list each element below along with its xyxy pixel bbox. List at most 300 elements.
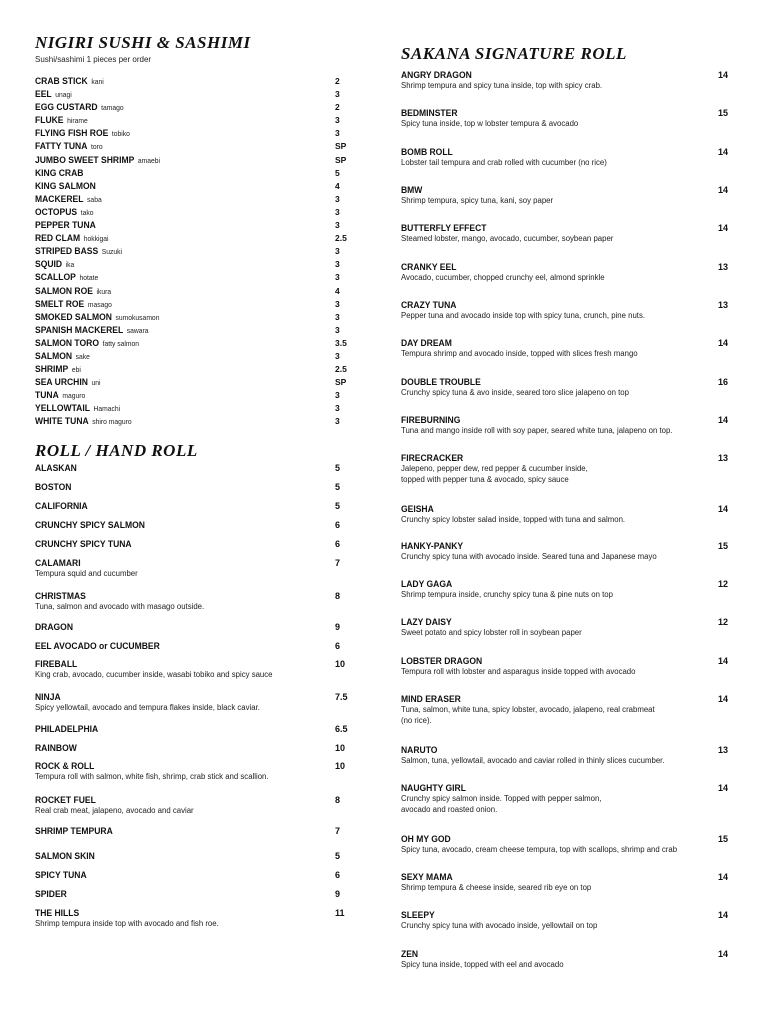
roll-item-description: Tempura squid and cucumber xyxy=(35,569,138,578)
roll-item-price: 5 xyxy=(335,463,341,473)
signature-item-name: SEXY MAMA xyxy=(401,872,453,883)
menu-item-name-group xyxy=(35,335,151,350)
signature-item-name: ZEN xyxy=(401,949,419,960)
menu-item-name: CRAB STICK kani xyxy=(35,76,104,87)
signature-menu-item xyxy=(401,910,728,932)
signature-item-description: Pepper tuna and avocado inside top with spicy tuna, crunch, pine nuts. xyxy=(401,311,646,320)
rolls-section-title: ROLL / HAND ROLL xyxy=(35,441,198,460)
roll-item-price: 6 xyxy=(335,539,341,549)
menu-item-name: PEPPER TUNA xyxy=(35,220,96,232)
signature-item-head xyxy=(401,617,728,628)
menu-item-price: 3 xyxy=(335,390,340,401)
menu-item-price: 3 xyxy=(335,89,340,100)
signature-item-description: Tempura roll with lobster and asparagus inside topped with avocado xyxy=(401,667,636,676)
menu-item-row xyxy=(35,269,355,282)
menu-item-name: STRIPED BASS Suzuki xyxy=(35,246,123,258)
menu-item-name: SALMON sake xyxy=(35,350,90,362)
signature-item-description: Lobster tail tempura and crab rolled with cucumber (no rice) xyxy=(401,158,607,167)
roll-item-description: Tuna, salmon and avocado with masago outside. xyxy=(35,602,205,611)
signature-menu-item xyxy=(401,694,728,726)
signature-item-name: LADY GAGA xyxy=(401,579,453,590)
menu-item-row xyxy=(35,125,355,138)
signature-menu-item xyxy=(401,377,728,399)
roll-item-price: 9 xyxy=(335,622,341,632)
menu-item-japanese-name: masago xyxy=(87,299,112,309)
signature-item-description-line2: avocado and roasted onion. xyxy=(401,804,498,814)
roll-menu-item xyxy=(35,482,355,493)
menu-item-japanese-name: ebi xyxy=(71,365,81,375)
menu-item-name-group xyxy=(35,283,120,298)
signature-menu-item xyxy=(401,185,728,207)
menu-item-japanese-name: tako xyxy=(80,207,94,217)
signature-item-description: Crunchy spicy lobster salad inside, topped with tuna and salmon. xyxy=(401,515,626,524)
menu-item-price: 3 xyxy=(335,403,340,414)
signature-item-description: Avocado, cucumber, chopped crunchy eel, almond sprinkle xyxy=(401,273,605,282)
menu-item-name-group xyxy=(35,387,91,402)
signature-menu-item xyxy=(401,108,728,130)
roll-item-name: CALAMARI xyxy=(35,558,81,569)
signature-item-name: FIREBURNING xyxy=(401,415,461,426)
roll-item-head xyxy=(35,591,355,602)
menu-item-japanese-name: ika xyxy=(65,260,75,270)
menu-item-japanese-name: ikura xyxy=(96,286,112,296)
signature-item-name: NARUTO xyxy=(401,745,438,756)
roll-item-name: ROCK & ROLL xyxy=(35,761,95,772)
menu-item-price: 3 xyxy=(335,416,340,427)
roll-item-price: 7 xyxy=(335,558,341,568)
signature-item-description: Tempura shrimp and avocado inside, topped with slices fresh mango xyxy=(401,349,638,358)
roll-menu-item xyxy=(35,591,355,613)
menu-item-row xyxy=(35,165,355,178)
menu-item-name-group xyxy=(35,348,96,363)
menu-item-row xyxy=(35,73,355,86)
roll-item-price: 8 xyxy=(335,591,341,601)
roll-menu-item xyxy=(35,908,355,930)
menu-item-japanese-name: tobiko xyxy=(111,129,130,139)
roll-item-head xyxy=(35,870,355,881)
signature-item-description: Steamed lobster, mango, avocado, cucumber, soybean paper xyxy=(401,234,614,243)
signature-item-price: 14 xyxy=(717,656,728,666)
menu-item-row xyxy=(35,387,355,400)
roll-menu-item xyxy=(35,558,355,580)
menu-item-name-group xyxy=(35,138,110,153)
roll-menu-item xyxy=(35,724,355,735)
signature-item-head xyxy=(401,338,728,349)
menu-item-name-group xyxy=(35,322,161,337)
menu-item-name: YELLOWTAIL Hamachi xyxy=(35,403,121,415)
menu-item-name-group xyxy=(35,296,120,311)
menu-item-price: 3 xyxy=(335,193,340,204)
roll-menu-item xyxy=(35,622,355,633)
signature-item-price: 14 xyxy=(717,70,728,80)
roll-item-head xyxy=(35,482,355,493)
roll-item-description: King crab, avocado, cucumber inside, wasabi tobiko and spicy sauce xyxy=(35,670,273,679)
roll-menu-item xyxy=(35,851,355,862)
signature-item-name: DAY DREAM xyxy=(401,338,452,349)
menu-item-name-group xyxy=(35,256,79,271)
nigiri-section-subtitle: Sushi/sashimi 1 pieces per order xyxy=(35,55,152,64)
signature-menu-item xyxy=(401,541,728,563)
menu-item-name: TUNA maguro xyxy=(35,390,86,402)
menu-item-name-group xyxy=(35,191,109,206)
signature-section-title: SAKANA SIGNATURE ROLL xyxy=(401,44,627,63)
roll-item-head xyxy=(35,889,355,900)
menu-item-name-group xyxy=(35,99,134,114)
roll-menu-item xyxy=(35,743,355,754)
menu-item-name-group xyxy=(35,309,173,324)
roll-item-head xyxy=(35,724,355,735)
menu-item-price: 3 xyxy=(335,311,340,322)
signature-item-head xyxy=(401,262,728,273)
roll-item-price: 10 xyxy=(335,761,346,771)
menu-item-japanese-name: tamago xyxy=(101,103,124,113)
menu-item-name-group xyxy=(35,361,86,376)
menu-item-japanese-name: sake xyxy=(75,351,90,361)
signature-item-name: LOBSTER DRAGON xyxy=(401,656,483,667)
signature-item-price: 13 xyxy=(717,262,728,272)
signature-item-price: 14 xyxy=(717,783,728,793)
menu-item-name-group xyxy=(35,230,117,245)
roll-item-name: CALIFORNIA xyxy=(35,501,88,512)
signature-menu-item xyxy=(401,872,728,894)
signature-menu-item xyxy=(401,656,728,678)
signature-item-price: 12 xyxy=(717,579,728,589)
menu-item-name: JUMBO SWEET SHRIMP amaebi xyxy=(35,154,161,166)
roll-menu-item xyxy=(35,826,355,837)
signature-item-description: Sweet potato and spicy lobster roll in soybean paper xyxy=(401,628,582,637)
signature-item-price: 14 xyxy=(717,910,728,920)
roll-item-price: 8 xyxy=(335,795,341,805)
menu-item-name: OCTOPUS tako xyxy=(35,206,94,218)
menu-item-price: 3.5 xyxy=(335,337,347,348)
roll-menu-item xyxy=(35,795,355,817)
signature-item-price: 13 xyxy=(717,300,728,310)
signature-item-description: Tuna, salmon, white tuna, spicy lobster, avocado, jalapeno, real crabmeat xyxy=(401,705,655,714)
menu-item-row xyxy=(35,322,355,335)
menu-item-name-group xyxy=(35,112,94,127)
roll-item-name: BOSTON xyxy=(35,482,72,493)
roll-menu-item xyxy=(35,692,355,714)
signature-item-description-line2: (no rice). xyxy=(401,715,432,725)
menu-item-row xyxy=(35,296,355,309)
roll-menu-item xyxy=(35,641,355,652)
signature-item-description: Shrimp tempura inside, crunchy spicy tuna & pine nuts on top xyxy=(401,590,613,599)
roll-item-name: SPICY TUNA xyxy=(35,870,87,881)
signature-item-description: Spicy tuna inside, top w lobster tempura & avocado xyxy=(401,119,579,128)
signature-item-description: Spicy tuna, avocado, cream cheese tempura, top with scallops, shrimp and crab xyxy=(401,845,678,854)
menu-item-price: SP xyxy=(335,377,347,388)
roll-item-head xyxy=(35,539,355,550)
roll-item-name: PHILADELPHIA xyxy=(35,724,99,735)
menu-item-japanese-name: Hamachi xyxy=(93,404,121,414)
menu-item-japanese-name: toro xyxy=(91,142,103,152)
roll-item-head xyxy=(35,558,355,569)
signature-item-name: ANGRY DRAGON xyxy=(401,70,472,81)
signature-item-name: MIND ERASER xyxy=(401,694,461,705)
roll-item-name: SHRIMP TEMPURA xyxy=(35,826,113,837)
roll-item-head xyxy=(35,463,355,474)
menu-item-name-group xyxy=(35,374,108,389)
menu-item-name-group xyxy=(35,413,142,428)
menu-item-row xyxy=(35,178,355,191)
menu-item-name: SMELT ROE masago xyxy=(35,298,112,310)
signature-item-name: HANKY-PANKY xyxy=(401,541,464,552)
menu-item-japanese-name: amaebi xyxy=(137,155,161,165)
roll-menu-item xyxy=(35,870,355,881)
signature-menu-item xyxy=(401,949,728,971)
signature-item-name: BOMB ROLL xyxy=(401,147,453,158)
menu-item-name: KING CRAB xyxy=(35,167,84,179)
menu-item-row xyxy=(35,413,355,426)
menu-item-japanese-name: sumokusamon xyxy=(115,312,160,322)
menu-item-price: 3 xyxy=(335,220,340,231)
signature-item-head xyxy=(401,872,728,883)
roll-item-head xyxy=(35,622,355,633)
roll-item-head xyxy=(35,520,355,531)
roll-item-description: Shrimp tempura inside top with avocado and fish roe. xyxy=(35,919,219,928)
roll-menu-item xyxy=(35,501,355,512)
menu-item-name-group xyxy=(35,165,89,180)
signature-item-head xyxy=(401,185,728,196)
signature-item-name: CRAZY TUNA xyxy=(401,300,457,311)
roll-item-name: SALMON SKIN xyxy=(35,851,95,862)
signature-menu-item xyxy=(401,338,728,360)
signature-item-head xyxy=(401,541,728,552)
signature-item-name: BMW xyxy=(401,185,423,196)
menu-item-price: 3 xyxy=(335,324,340,335)
signature-menu-item xyxy=(401,262,728,284)
menu-item-name: EEL unagi xyxy=(35,89,72,101)
menu-item-row xyxy=(35,204,355,217)
nigiri-list xyxy=(35,73,355,427)
signature-item-name: LAZY DAISY xyxy=(401,617,452,628)
menu-item-price: 5 xyxy=(335,167,340,178)
signature-item-head xyxy=(401,745,728,756)
signature-menu-item xyxy=(401,745,728,767)
signature-item-head xyxy=(401,783,728,794)
roll-item-price: 10 xyxy=(335,659,346,669)
roll-item-name: DRAGON xyxy=(35,622,74,633)
signature-item-description-line2: topped with pepper tuna & avocado, spicy sauce xyxy=(401,474,569,484)
menu-item-name: SMOKED SALMON sumokusamon xyxy=(35,311,160,323)
menu-item-price: 3 xyxy=(335,298,340,309)
menu-item-japanese-name: hotate xyxy=(79,273,99,283)
menu-item-name: RED CLAM hokkigai xyxy=(35,233,109,245)
menu-item-row xyxy=(35,335,355,348)
signature-menu-item xyxy=(401,579,728,601)
signature-item-name: OH MY GOD xyxy=(401,834,451,845)
menu-item-name-group xyxy=(35,86,76,101)
roll-menu-item xyxy=(35,659,355,681)
roll-item-price: 6 xyxy=(335,641,341,651)
signature-item-head xyxy=(401,300,728,311)
signature-item-name: FIRECRACKER xyxy=(401,453,464,464)
roll-item-head xyxy=(35,761,355,772)
menu-item-name-group xyxy=(35,217,103,232)
menu-item-name: SEA URCHIN uni xyxy=(35,377,101,389)
signature-item-head xyxy=(401,834,728,845)
signature-menu-item xyxy=(401,504,728,526)
menu-item-row xyxy=(35,243,355,256)
roll-item-description: Tempura roll with salmon, white fish, shrimp, crab stick and scallion. xyxy=(35,772,269,781)
signature-item-price: 14 xyxy=(717,185,728,195)
roll-item-price: 5 xyxy=(335,482,341,492)
signature-item-head xyxy=(401,910,728,921)
roll-item-price: 5 xyxy=(335,851,341,861)
roll-menu-item xyxy=(35,520,355,531)
menu-item-row xyxy=(35,138,355,151)
signature-item-head xyxy=(401,415,728,426)
roll-item-head xyxy=(35,826,355,837)
signature-menu-item xyxy=(401,223,728,245)
menu-item-japanese-name: fatty salmon xyxy=(102,338,139,348)
menu-item-price: 3 xyxy=(335,350,340,361)
menu-item-row xyxy=(35,348,355,361)
signature-item-name: CRANKY EEL xyxy=(401,262,457,273)
menu-item-name-group xyxy=(35,178,103,193)
roll-item-head xyxy=(35,851,355,862)
menu-item-row xyxy=(35,309,355,322)
menu-item-row xyxy=(35,217,355,230)
signature-item-head xyxy=(401,377,728,388)
menu-item-name: SALMON ROE ikura xyxy=(35,285,112,297)
signature-item-name: DOUBLE TROUBLE xyxy=(401,377,481,388)
menu-item-row xyxy=(35,99,355,112)
signature-item-name: SLEEPY xyxy=(401,910,435,921)
roll-menu-item xyxy=(35,889,355,900)
roll-item-price: 11 xyxy=(335,908,345,918)
signature-menu-item xyxy=(401,70,728,92)
signature-item-head xyxy=(401,147,728,158)
roll-item-price: 6.5 xyxy=(335,724,348,734)
menu-item-row xyxy=(35,283,355,296)
roll-item-price: 9 xyxy=(335,889,341,899)
menu-item-name-group xyxy=(35,269,105,284)
signature-item-price: 16 xyxy=(717,377,728,387)
menu-item-name-group xyxy=(35,243,132,258)
roll-item-head xyxy=(35,692,355,703)
signature-item-name: BUTTERFLY EFFECT xyxy=(401,223,487,234)
menu-item-row xyxy=(35,400,355,413)
menu-item-name: KING SALMON xyxy=(35,180,96,192)
signature-item-price: 14 xyxy=(717,694,728,704)
menu-item-name: SQUID ika xyxy=(35,259,75,271)
menu-item-name: SALMON TORO fatty salmon xyxy=(35,337,139,349)
signature-item-price: 14 xyxy=(717,415,728,425)
menu-item-japanese-name: sawara xyxy=(126,325,149,335)
menu-item-japanese-name: hirame xyxy=(67,116,88,126)
roll-item-name: CHRISTMAS xyxy=(35,591,86,602)
signature-item-description: Crunchy spicy tuna & avo inside, seared toro slice jalapeno on top xyxy=(401,388,629,397)
menu-item-name-group xyxy=(35,125,140,140)
menu-item-price: SP xyxy=(335,141,347,152)
roll-item-name: RAINBOW xyxy=(35,743,77,754)
signature-item-description: Tuna and mango inside roll with soy paper, seared white tuna, jalapeno on top. xyxy=(401,426,673,435)
menu-item-japanese-name: Suzuki xyxy=(101,247,123,257)
roll-item-price: 5 xyxy=(335,501,341,511)
roll-item-name: NINJA xyxy=(35,692,61,703)
signature-menu-item xyxy=(401,415,728,437)
signature-menu-item xyxy=(401,834,728,856)
signature-item-head xyxy=(401,694,728,705)
signature-item-price: 13 xyxy=(717,745,728,755)
signature-item-head xyxy=(401,453,728,464)
signature-item-head xyxy=(401,504,728,515)
signature-item-description: Spicy tuna inside, topped with eel and avocado xyxy=(401,960,564,969)
menu-item-price: 3 xyxy=(335,128,340,139)
roll-item-head xyxy=(35,795,355,806)
roll-item-name: CRUNCHY SPICY TUNA xyxy=(35,539,132,550)
roll-item-description: Spicy yellowtail, avocado and tempura flakes inside, black caviar. xyxy=(35,703,260,712)
menu-item-price: 2.5 xyxy=(335,364,347,375)
signature-item-description: Shrimp tempura and spicy tuna inside, top with spicy crab. xyxy=(401,81,603,90)
menu-item-price: SP xyxy=(335,154,347,165)
roll-menu-item xyxy=(35,539,355,550)
roll-item-price: 6 xyxy=(335,870,341,880)
roll-item-head xyxy=(35,501,355,512)
nigiri-section-title: NIGIRI SUSHI & SASHIMI xyxy=(35,33,251,52)
roll-item-head xyxy=(35,641,355,652)
signature-item-description: Crunchy spicy tuna with avocado inside. Seared tuna and Japanese mayo xyxy=(401,552,657,561)
signature-menu-item xyxy=(401,147,728,169)
signature-item-head xyxy=(401,223,728,234)
signature-item-price: 14 xyxy=(717,504,728,514)
signature-item-price: 15 xyxy=(717,834,728,844)
menu-item-price: 2 xyxy=(335,76,340,86)
menu-item-price: 2.5 xyxy=(335,233,347,244)
menu-item-name-group xyxy=(35,204,100,219)
menu-item-japanese-name: maguro xyxy=(62,391,86,401)
signature-item-price: 15 xyxy=(717,541,728,551)
menu-item-price: 3 xyxy=(335,272,340,283)
menu-item-name: MACKEREL saba xyxy=(35,193,102,205)
menu-item-japanese-name: kani xyxy=(91,77,104,86)
signature-item-head xyxy=(401,108,728,119)
menu-item-price: 4 xyxy=(335,285,340,296)
signature-item-description: Jalepeno, pepper dew, red pepper & cucumber inside, xyxy=(401,464,588,473)
signature-item-name: NAUGHTY GIRL xyxy=(401,783,466,794)
roll-menu-item xyxy=(35,463,355,474)
signature-item-description: Crunchy spicy salmon inside. Topped with pepper salmon, xyxy=(401,794,602,803)
menu-item-row xyxy=(35,191,355,204)
menu-item-price: 3 xyxy=(335,115,340,126)
menu-item-name: FLUKE hirame xyxy=(35,115,88,127)
roll-item-price: 7 xyxy=(335,826,341,836)
menu-item-name: FATTY TUNA toro xyxy=(35,141,103,153)
roll-item-name: SPIDER xyxy=(35,889,67,900)
roll-item-price: 6 xyxy=(335,520,341,530)
roll-menu-item xyxy=(35,761,355,783)
signature-item-price: 14 xyxy=(717,872,728,882)
roll-item-price: 10 xyxy=(335,743,346,753)
menu-item-price: 2 xyxy=(335,102,340,113)
signature-item-price: 14 xyxy=(717,949,728,959)
menu-item-row xyxy=(35,152,355,165)
roll-item-description: Real crab meat, jalapeno, avocado and caviar xyxy=(35,806,194,815)
menu-item-price: 3 xyxy=(335,206,340,217)
menu-item-japanese-name: saba xyxy=(87,194,102,204)
menu-item-price: 3 xyxy=(335,246,340,257)
menu-item-name: WHITE TUNA shiro maguro xyxy=(35,416,132,428)
menu-item-name-group xyxy=(35,73,111,88)
menu-item-name-group xyxy=(35,152,174,167)
roll-item-name: FIREBALL xyxy=(35,659,78,670)
signature-menu-item xyxy=(401,783,728,815)
menu-item-name: EGG CUSTARD tamago xyxy=(35,102,124,114)
menu-item-name: SCALLOP hotate xyxy=(35,272,99,284)
roll-item-name: CRUNCHY SPICY SALMON xyxy=(35,520,145,531)
menu-item-name: SPANISH MACKEREL sawara xyxy=(35,324,149,336)
